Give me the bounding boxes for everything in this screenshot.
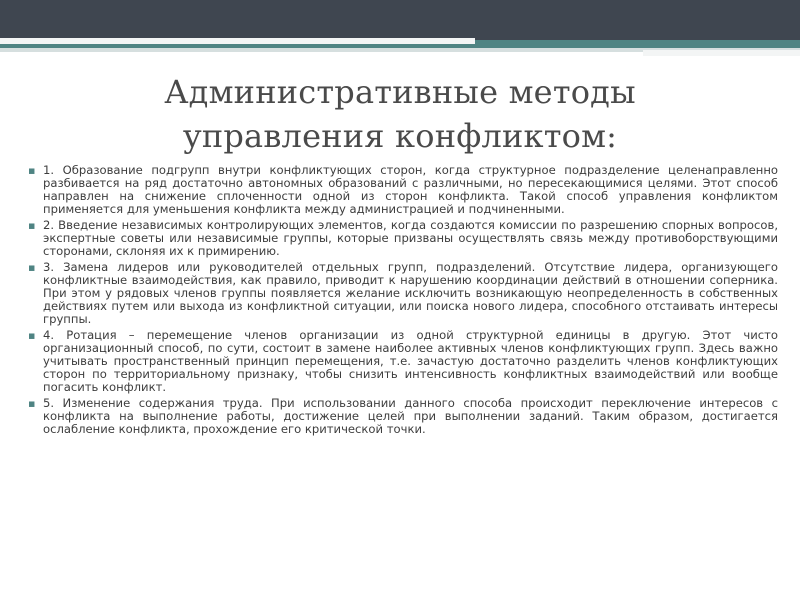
header-band — [0, 0, 800, 40]
square-bullet-icon: ▪ — [28, 164, 36, 177]
square-bullet-icon: ▪ — [28, 219, 36, 232]
list-item — [28, 261, 778, 326]
list-item-text: 1. Образование подгрупп внутри конфликтующих сторон, когда структурное подразделение целенаправленно разбивается на ряд достаточно автономных образований с различными, но пересекающимися целями. Этот способ направлен на снижение сплоченности одной из сторон конфликта. Такой способ управления конфликтом применяется для уменьшения конфликта между администрацией и подчиненными. — [43, 163, 778, 216]
list-item — [28, 397, 778, 436]
list-item-text: 4. Ротация – перемещение членов организации из одной структурной единицы в другую. Этот чисто организационный способ, по сути, состоит в замене наиболее активных членов конфликтующих групп. Здесь важно учитывать пространственный принцип перемещения, т.е. зачастую достаточно разделить членов конфликтующих сторон по территориальному признаку, чтобы снизить интенсивность конфликтных взаимодействий или вообще погасить конфликт. — [43, 328, 778, 394]
list-item-text: 2. Введение независимых контролирующих элементов, когда создаются комиссии по разрешению спорных вопросов, экспертные советы или независимые группы, которые призваны осуществлять связь между противоборствующими сторонами, склоняя их к примирению. — [43, 218, 778, 258]
decorative-tab-right — [643, 50, 800, 56]
square-bullet-icon: ▪ — [28, 261, 36, 274]
slide-title — [80, 70, 720, 158]
list-item-text: 5. Изменение содержания труда. При использовании данного способа происходит переключение интересов с конфликта на выполнение работы, достижение целей при выполнении заданий. Таким образом, достигается ослабление конфликта, прохождение его критической точки. — [43, 396, 778, 436]
method-list — [28, 164, 778, 439]
list-item-text: 3. Замена лидеров или руководителей отдельных групп, подразделений. Отсутствие лидера, организующего конфликтные взаимодействия, как правило, приводит к нарушению координации действий в отношении соперника. При этом у рядовых членов группы появляется желание исключить возникающую неопределенность в собственных действиях путем или выхода из конфликтной ситуации, или поиска нового лидера, способного отстаивать интересы группы. — [43, 260, 778, 326]
square-bullet-icon: ▪ — [28, 329, 36, 342]
square-bullet-icon: ▪ — [28, 397, 36, 410]
slide-title-line-1: Административные методы — [164, 73, 636, 111]
list-item — [28, 164, 778, 216]
list-item — [28, 219, 778, 258]
slide-title-line-2: управления конфликтом: — [182, 117, 618, 155]
list-item — [28, 329, 778, 394]
decorative-tab-left — [0, 38, 475, 44]
